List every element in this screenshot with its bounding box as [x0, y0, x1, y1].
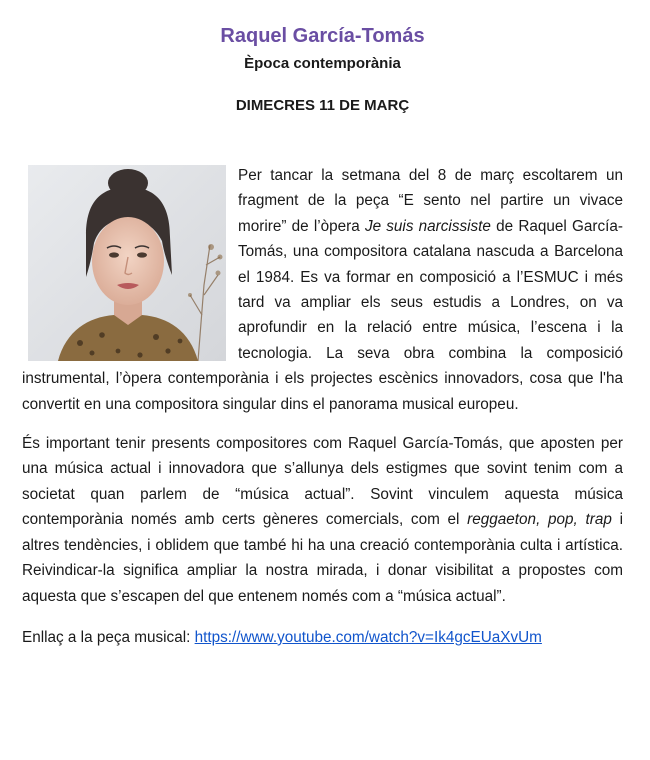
paragraph-reflection: [22, 431, 623, 609]
page-title: Raquel García-Tomás: [220, 25, 425, 47]
opera-title-italic: Je suis narcissiste: [364, 217, 491, 235]
paragraph-biography-text-a: Per tancar la setmana del 8 de març escoltarem un fragment de la peça “E sento nel partire un vivace morire” de l’òpera: [238, 167, 623, 235]
date-heading: DIMECRES 11 DE MARÇ: [235, 97, 410, 114]
youtube-link[interactable]: https://www.youtube.com/watch?v=Ik4gcEUaXvUm: [194, 628, 542, 646]
link-label: Enllaç a la peça musical:: [22, 628, 195, 646]
paragraph-reflection-text-a: És important tenir presents compositores com Raquel García-Tomás, que aposten per una música actual i innovadora que s’allunya dels estigmes que sovint tenim com a societat quan parlem de “música actual”. Sovint vinculem aquesta música contemporània només amb certs gèneres comercials, com el: [22, 435, 623, 529]
paragraph-biography: [22, 163, 623, 417]
paragraph-reflection-text-b: i altres tendències, i oblidem que també hi ha una creació contemporània culta i artística. Reivindicar-la significa ampliar la nostra mirada, i donar visibilitat a propostes com aquesta que s’escapen del que entenem només com a “música actual”.: [22, 511, 624, 605]
genres-italic: reggaeton, pop, trap: [467, 511, 612, 529]
composer-portrait-photo: [28, 165, 226, 361]
paragraph-link: [22, 625, 623, 650]
page-subtitle: Època contemporània: [244, 55, 401, 72]
paragraph-biography-text-b: de Raquel García-Tomás, una compositora catalana nascuda a Barcelona el 1984. Es va formar en composició a l’ESMUC i més tard va ampliar els seus estudis a Londres, on va aprofundir en la relació entre música, l’escena i la tecnologia. La seva obra combina la composició instrumental, l’òpera contemporània i els projectes escènics innovadors, cosa que l'ha convertit en una compositora singular dins el panorama musical europeu.: [22, 217, 623, 413]
